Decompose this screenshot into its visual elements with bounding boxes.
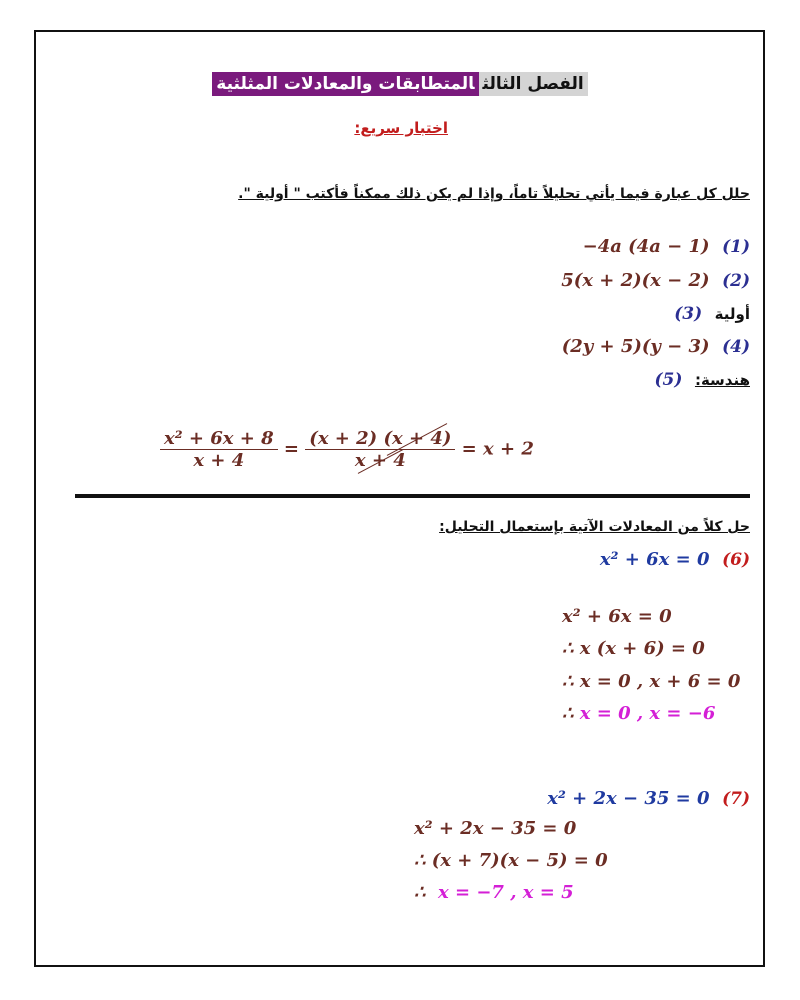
problem-7-step-1: x² + 2x − 35 = 0 [414, 818, 577, 839]
therefore-symbol: ∴ [414, 882, 426, 903]
answer-number: (1) [722, 237, 750, 257]
answer-row-4 [562, 336, 750, 357]
problem-7-row [547, 788, 750, 809]
answer-row-1 [583, 236, 750, 257]
factor-x-plus-2: (x + 2) [309, 428, 378, 449]
answer-row-2 [561, 270, 750, 291]
problem-6-row [600, 549, 750, 570]
page-border [34, 30, 765, 967]
fraction-right-numerator [305, 428, 455, 449]
fraction-left-numerator: x² + 6x + 8 [164, 428, 274, 449]
chapter-title [0, 74, 800, 94]
problem-7-number: (7) [722, 789, 750, 809]
chapter-label: الفصل الثالث [479, 72, 588, 96]
section-divider [75, 494, 750, 498]
problem-7-answer-row [414, 882, 574, 903]
problem-6-step-1: x² + 6x = 0 [562, 606, 672, 627]
answer-row-3 [674, 303, 750, 324]
equals-sign: = [283, 438, 300, 460]
cancelled-denominator: x + 4 [354, 450, 406, 471]
simplified-result: = x + 2 [461, 438, 534, 460]
answer-number: (2) [722, 271, 750, 291]
answer-expr: أولية [714, 305, 750, 323]
fraction-right-denominator [305, 449, 455, 471]
fraction-right [305, 428, 455, 471]
instruction-factor: حلل كل عبارة فيما يأتي تحليلاً تاماً، وإذا لم يكن ذلك ممكناً فأكتب " أولية ". [238, 186, 750, 202]
answer-expr: هندسة: [694, 371, 750, 389]
answer-number: (3) [674, 304, 703, 324]
therefore-symbol: ∴ [562, 703, 574, 724]
fraction-left-denominator: x + 4 [160, 449, 278, 471]
fraction-left [160, 428, 278, 471]
answer-number: (4) [722, 337, 750, 357]
answer-expr: 5(x + 2)(x − 2) [561, 270, 710, 291]
cancelled-factor: (x + 4) [383, 428, 452, 449]
chapter-topic: المتطابقات والمعادلات المثلثية [212, 72, 478, 96]
problem-7-equation: x² + 2x − 35 = 0 [547, 788, 710, 809]
problem-6-step-2: ∴ x (x + 6) = 0 [562, 638, 705, 659]
problem-6-answer-row [562, 703, 715, 724]
problem-6-step-3: ∴ x = 0 , x + 6 = 0 [562, 671, 741, 692]
answer-expr: (2y + 5)(y − 3) [561, 336, 710, 357]
problem-6-equation: x² + 6x = 0 [599, 549, 710, 570]
answer-expr: −4a (4a − 1) [582, 236, 710, 257]
answer-row-5 [654, 369, 750, 390]
rational-simplification [160, 428, 534, 471]
problem-6-answer: x = 0 , x = −6 [579, 703, 716, 724]
problem-7-answer: x = −7 , x = 5 [438, 882, 574, 903]
instruction-solve: حل كلاً من المعادلات الآتية بإستعمال التحليل: [439, 519, 750, 535]
problem-7-step-2: ∴ (x + 7)(x − 5) = 0 [414, 850, 608, 871]
problem-6-number: (6) [722, 550, 750, 570]
answer-number: (5) [654, 370, 683, 390]
quiz-heading: اختبار سريع: [354, 119, 448, 137]
